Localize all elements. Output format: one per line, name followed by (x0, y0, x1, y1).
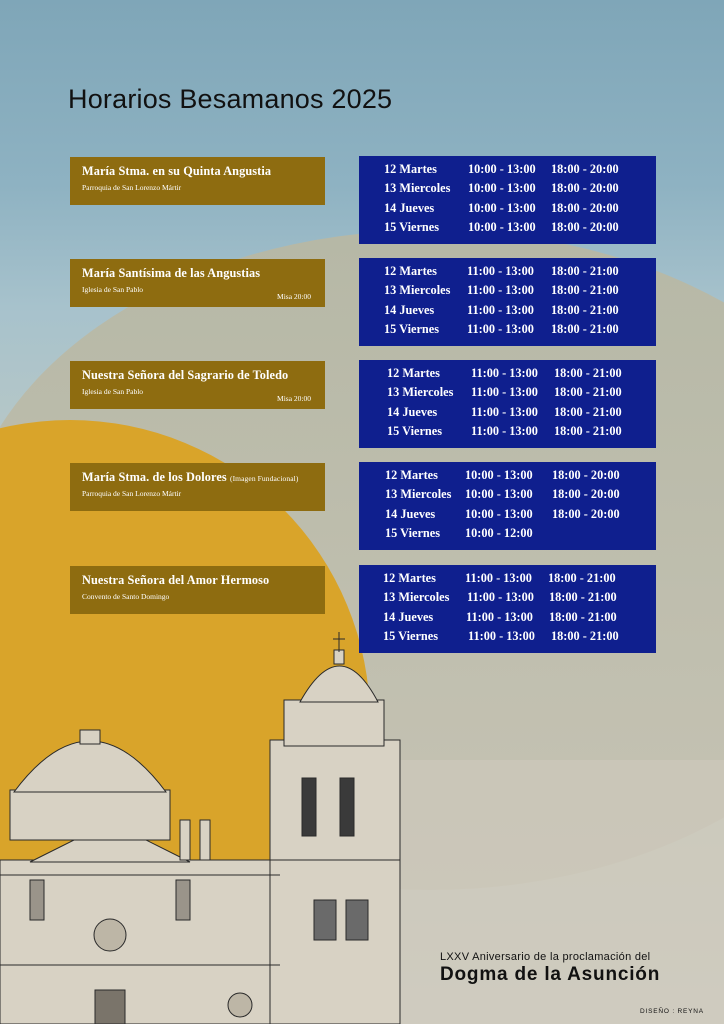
dogma-line: Dogma de la Asunción (440, 964, 661, 985)
schedule-row (359, 264, 656, 283)
evening-hours: 18:00 - 20:00 (552, 506, 620, 521)
day-label: 13 Miercoles (383, 590, 450, 605)
event-place: Iglesia de San Pablo (82, 387, 144, 396)
morning-hours: 11:00 - 13:00 (467, 590, 534, 605)
event-place: Parroquia de San Lorenzo Mártir (82, 183, 182, 192)
morning-hours: 11:00 - 13:00 (467, 302, 534, 317)
evening-hours: 18:00 - 21:00 (548, 571, 616, 585)
day-label: 14 Jueves (385, 506, 436, 521)
event-label-quinta-angustia (70, 157, 325, 205)
event-name (82, 164, 315, 179)
event-label-amor-hermoso (70, 566, 325, 614)
schedule-row (359, 220, 656, 239)
event-label-sagrario (70, 361, 325, 409)
evening-hours: 18:00 - 20:00 (552, 468, 620, 482)
morning-hours: 10:00 - 13:00 (465, 506, 533, 521)
evening-hours: 18:00 - 20:00 (552, 487, 620, 502)
anniversary-line: LXXV Aniversario de la proclamación del (440, 951, 651, 963)
schedule-row (359, 571, 656, 590)
evening-hours: 18:00 - 21:00 (554, 385, 622, 400)
schedule-row (359, 507, 656, 526)
schedule-row (359, 162, 656, 181)
schedule-box-sagrario (359, 360, 656, 448)
schedule-row (359, 283, 656, 302)
event-name (82, 470, 315, 485)
evening-hours: 18:00 - 20:00 (551, 162, 619, 176)
schedule-row (359, 201, 656, 220)
day-label: 15 Viernes (383, 629, 438, 644)
day-label: 12 Martes (383, 571, 436, 585)
day-label: 12 Martes (384, 162, 437, 176)
evening-hours: 18:00 - 21:00 (551, 264, 619, 278)
schedule-row (359, 303, 656, 322)
day-label: 13 Miercoles (384, 181, 451, 196)
morning-hours: 11:00 - 13:00 (471, 385, 538, 400)
morning-hours: 11:00 - 13:00 (467, 283, 534, 298)
day-label: 14 Jueves (384, 302, 435, 317)
schedule-row (359, 424, 656, 443)
morning-hours: 10:00 - 13:00 (468, 200, 536, 215)
event-label-angustias (70, 259, 325, 307)
morning-hours: 10:00 - 12:00 (465, 526, 533, 541)
schedule-row (359, 629, 656, 648)
schedule-row (359, 468, 656, 487)
schedule-row (359, 590, 656, 609)
event-name (82, 573, 315, 588)
event-label-dolores (70, 463, 325, 511)
morning-hours: 11:00 - 13:00 (467, 264, 534, 278)
morning-hours: 11:00 - 13:00 (471, 424, 538, 439)
schedule-row (359, 405, 656, 424)
day-label: 13 Miercoles (385, 487, 452, 502)
day-label: 15 Viernes (384, 220, 439, 235)
evening-hours: 18:00 - 21:00 (549, 609, 617, 624)
morning-hours: 10:00 - 13:00 (468, 181, 536, 196)
event-name (82, 368, 315, 383)
event-title: Nuestra Señora del Amor Hermoso (82, 573, 270, 587)
day-label: 13 Miercoles (387, 385, 454, 400)
day-label: 12 Martes (387, 366, 440, 380)
evening-hours: 18:00 - 21:00 (554, 404, 622, 419)
schedule-row (359, 610, 656, 629)
design-credit: DISEÑO : REYNA (640, 1008, 704, 1015)
event-title: María Santísima de las Angustias (82, 266, 261, 280)
evening-hours: 18:00 - 20:00 (551, 200, 619, 215)
day-label: 15 Viernes (384, 322, 439, 337)
evening-hours: 18:00 - 21:00 (549, 590, 617, 605)
evening-hours: 18:00 - 21:00 (551, 302, 619, 317)
schedule-row (359, 487, 656, 506)
day-label: 12 Martes (384, 264, 437, 278)
day-label: 13 Miercoles (384, 283, 451, 298)
schedule-row (359, 385, 656, 404)
day-label: 14 Jueves (384, 200, 435, 215)
day-label: 15 Viernes (387, 424, 442, 439)
schedule-box-angustias (359, 258, 656, 346)
misa-time: Misa 20:00 (277, 292, 311, 301)
morning-hours: 10:00 - 13:00 (468, 162, 536, 176)
evening-hours: 18:00 - 20:00 (551, 220, 619, 235)
evening-hours: 18:00 - 21:00 (551, 322, 619, 337)
schedule-row (359, 322, 656, 341)
event-title: María Stma. en su Quinta Angustia (82, 164, 272, 178)
event-name (82, 266, 315, 281)
event-place: Convento de Santo Domingo (82, 592, 170, 601)
schedule-box-quinta-angustia (359, 156, 656, 244)
morning-hours: 11:00 - 13:00 (471, 404, 538, 419)
day-label: 14 Jueves (387, 404, 438, 419)
event-title: Nuestra Señora del Sagrario de Toledo (82, 368, 289, 382)
day-label: 15 Viernes (385, 526, 440, 541)
schedule-row (359, 366, 656, 385)
morning-hours: 11:00 - 13:00 (465, 571, 532, 585)
morning-hours: 11:00 - 13:00 (471, 366, 538, 380)
event-title: María Stma. de los Dolores (82, 470, 227, 484)
page-title: Horarios Besamanos 2025 (68, 84, 393, 114)
schedule-box-amor-hermoso (359, 565, 656, 653)
morning-hours: 11:00 - 13:00 (466, 609, 533, 624)
evening-hours: 18:00 - 21:00 (554, 424, 622, 439)
evening-hours: 18:00 - 21:00 (551, 283, 619, 298)
schedule-box-dolores (359, 462, 656, 550)
event-place: Parroquia de San Lorenzo Mártir (82, 489, 182, 498)
evening-hours: 18:00 - 21:00 (551, 629, 619, 644)
morning-hours: 10:00 - 13:00 (465, 468, 533, 482)
evening-hours: 18:00 - 20:00 (551, 181, 619, 196)
schedule-row (359, 526, 656, 545)
day-label: 14 Jueves (383, 609, 434, 624)
event-place: Iglesia de San Pablo (82, 285, 144, 294)
morning-hours: 11:00 - 13:00 (467, 322, 534, 337)
morning-hours: 10:00 - 13:00 (468, 220, 536, 235)
evening-hours: 18:00 - 21:00 (554, 366, 622, 380)
schedule-row (359, 181, 656, 200)
morning-hours: 10:00 - 13:00 (465, 487, 533, 502)
event-name-note: (Imagen Fundacional) (229, 474, 299, 483)
morning-hours: 11:00 - 13:00 (468, 629, 535, 644)
misa-time: Misa 20:00 (277, 394, 311, 403)
day-label: 12 Martes (385, 468, 438, 482)
